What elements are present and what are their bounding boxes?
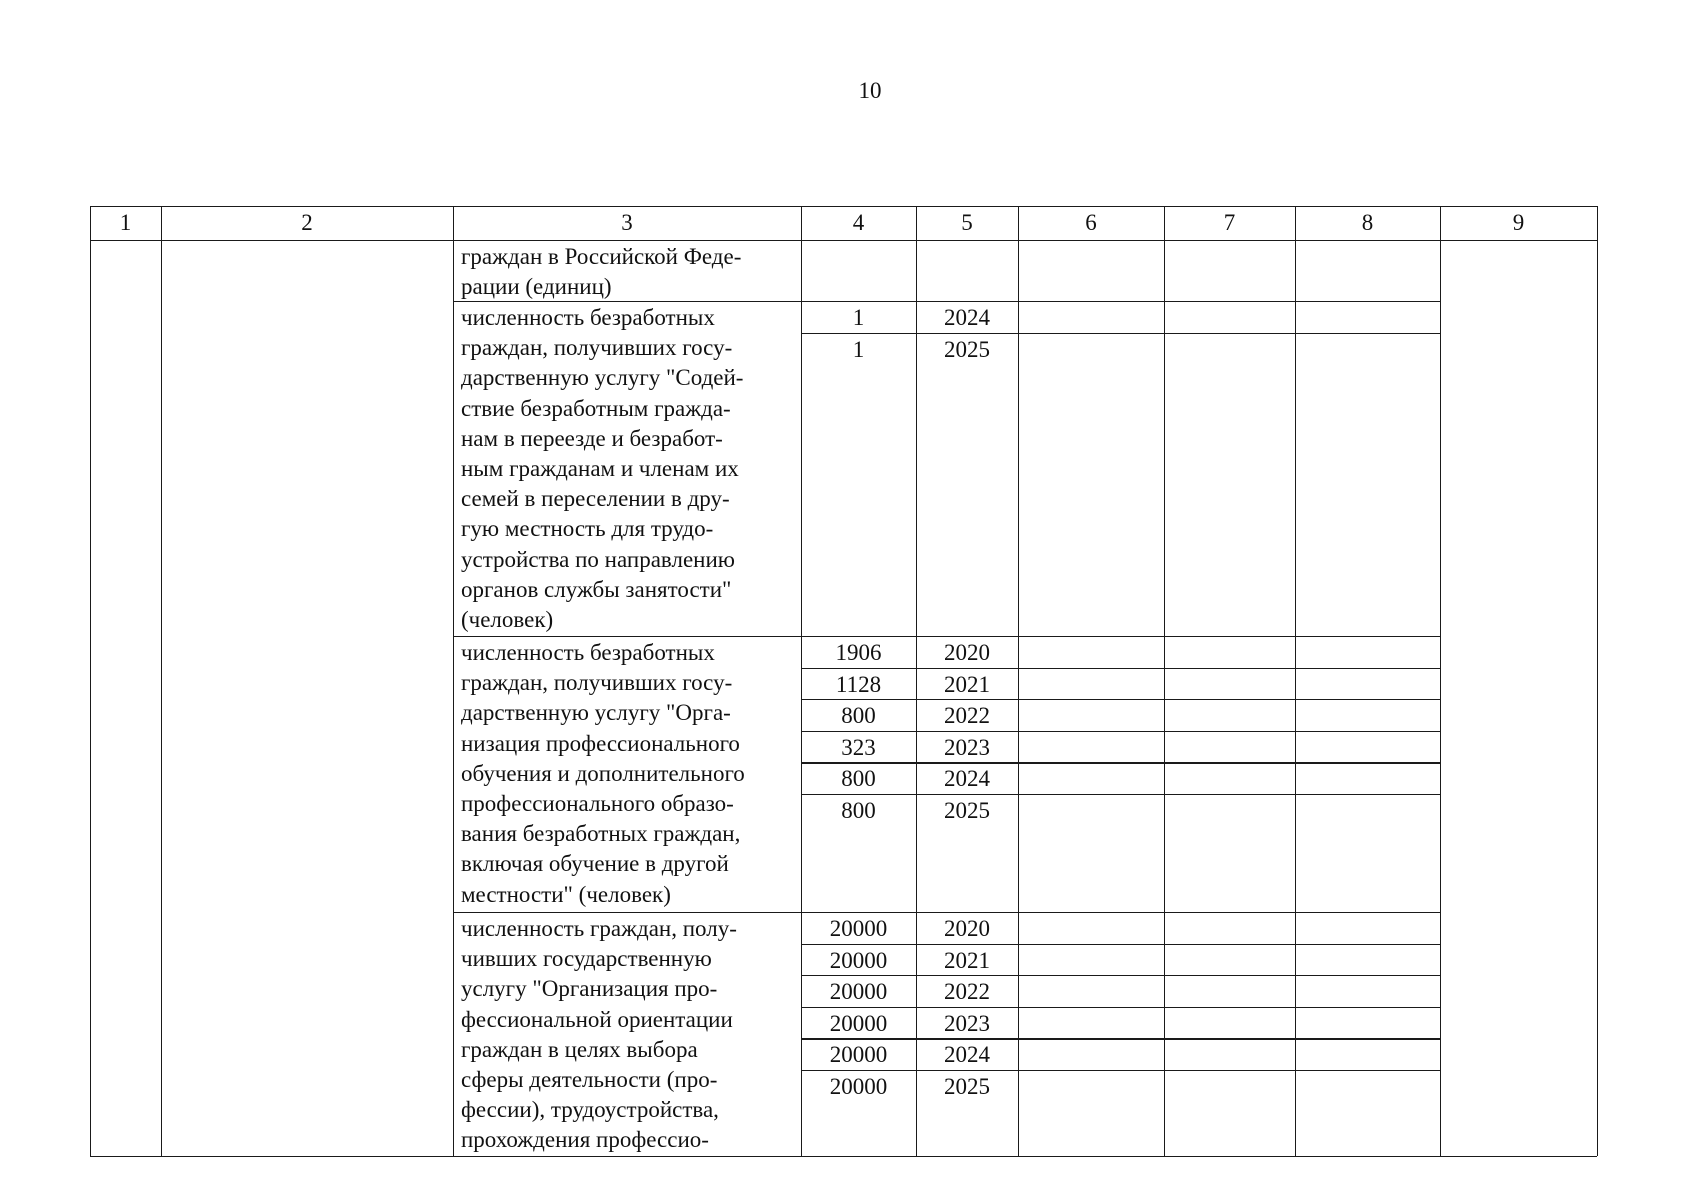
indicator-value: 800 — [841, 798, 876, 823]
indicator-text-line: чивших государственную — [461, 946, 712, 972]
indicator-text-line: прохождения профессио- — [461, 1127, 709, 1153]
indicator-value: 1128 — [835, 671, 882, 697]
indicator-value: 1906 — [835, 640, 882, 665]
indicator-text-line: граждан в целях выбора — [461, 1036, 698, 1062]
indicator-value: 20000 — [829, 1074, 888, 1099]
indicator-text-line: нам в переезде и безработ- — [461, 425, 723, 451]
indicator-text-line: фессии), трудоустройства, — [461, 1097, 719, 1123]
indicator-value: 20000 — [829, 1042, 888, 1068]
indicator-value: 20000 — [829, 916, 888, 941]
indicator-text-line: рации (единиц) — [461, 274, 612, 300]
indicator-text-line: обучения и дополнительного — [461, 760, 745, 786]
indicator-value: 20000 — [829, 1010, 888, 1036]
indicator-text-line: дарственную услугу "Содей- — [461, 365, 744, 391]
indicator-text-line: низация профессионального — [461, 730, 740, 756]
indicator-text-line: услугу "Организация про- — [461, 976, 718, 1002]
column-header-3: 3 — [621, 210, 633, 235]
column-border — [453, 206, 454, 1156]
indicator-text-line: семей в переселении в дру- — [461, 486, 730, 512]
column-header-5: 5 — [961, 210, 973, 235]
indicator-text-line: (человек) — [461, 607, 554, 632]
column-border — [1018, 206, 1019, 1156]
indicator-text-line: численность безработных — [461, 305, 715, 330]
indicator-text-line: граждан в Российской Феде- — [461, 244, 742, 269]
column-border — [1164, 206, 1165, 1156]
indicator-year: 2023 — [944, 1010, 990, 1036]
indicator-text-line: вания безработных граждан, — [461, 821, 741, 847]
indicator-value: 1 — [852, 305, 865, 330]
page-number: 10 — [858, 78, 882, 103]
column-header-7: 7 — [1223, 210, 1236, 235]
indicator-value: 20000 — [829, 979, 888, 1005]
indicator-text-line: фессиональной ориентации — [461, 1006, 733, 1032]
indicator-text-line: профессионального образо- — [461, 791, 734, 816]
indicator-text-line: граждан, получивших госу- — [461, 335, 733, 361]
column-header-2: 2 — [301, 210, 313, 235]
indicator-text-line: граждан, получивших госу- — [461, 670, 733, 696]
table-bottom-border — [90, 1156, 1597, 1157]
indicator-year: 2020 — [944, 640, 990, 665]
indicator-year: 2025 — [944, 798, 990, 823]
indicator-value: 20000 — [829, 947, 888, 973]
indicator-year: 2025 — [944, 1074, 990, 1099]
indicator-value: 800 — [841, 766, 876, 792]
column-border — [161, 206, 162, 1156]
column-border — [1440, 206, 1441, 1156]
indicator-year: 2025 — [944, 336, 990, 362]
column-border — [1597, 206, 1598, 1156]
indicator-year: 2024 — [944, 1042, 990, 1068]
indicator-year: 2023 — [944, 734, 990, 760]
indicator-text-line: местности" (человек) — [461, 881, 671, 907]
indicator-text-line: численность безработных — [461, 640, 715, 665]
indicator-value: 323 — [841, 734, 876, 760]
header-bottom-border — [90, 240, 1597, 241]
indicator-year: 2024 — [944, 766, 990, 792]
column-header-6: 6 — [1085, 210, 1097, 235]
indicator-year: 2022 — [944, 979, 990, 1005]
indicator-year: 2020 — [944, 916, 990, 941]
indicator-text-line: дарственную услугу "Орга- — [461, 700, 731, 726]
indicator-year: 2022 — [944, 703, 990, 729]
indicator-text-line: численность граждан, полу- — [461, 916, 737, 941]
column-border — [1295, 206, 1296, 1156]
column-header-9: 9 — [1512, 210, 1525, 235]
indicator-text-line: устройства по направлению — [461, 546, 735, 572]
indicator-year: 2024 — [944, 305, 990, 330]
indicator-text-line: органов службы занятости" — [461, 576, 732, 602]
indicator-table — [90, 206, 1597, 1156]
indicator-text-line: включая обучение в другой — [461, 851, 729, 877]
indicator-year: 2021 — [944, 671, 990, 697]
column-border — [90, 206, 91, 1156]
indicator-value: 800 — [841, 703, 876, 729]
indicator-text-line: ствие безработным гражда- — [461, 395, 731, 421]
indicator-text-line: ным гражданам и членам их — [461, 456, 739, 481]
column-header-1: 1 — [119, 210, 132, 235]
indicator-text-line: сферы деятельности (про- — [461, 1067, 718, 1092]
indicator-year: 2021 — [944, 947, 990, 973]
indicator-value: 1 — [852, 336, 865, 362]
column-header-4: 4 — [852, 210, 865, 235]
indicator-text-line: гую местность для трудо- — [461, 516, 714, 542]
column-header-8: 8 — [1361, 210, 1374, 235]
